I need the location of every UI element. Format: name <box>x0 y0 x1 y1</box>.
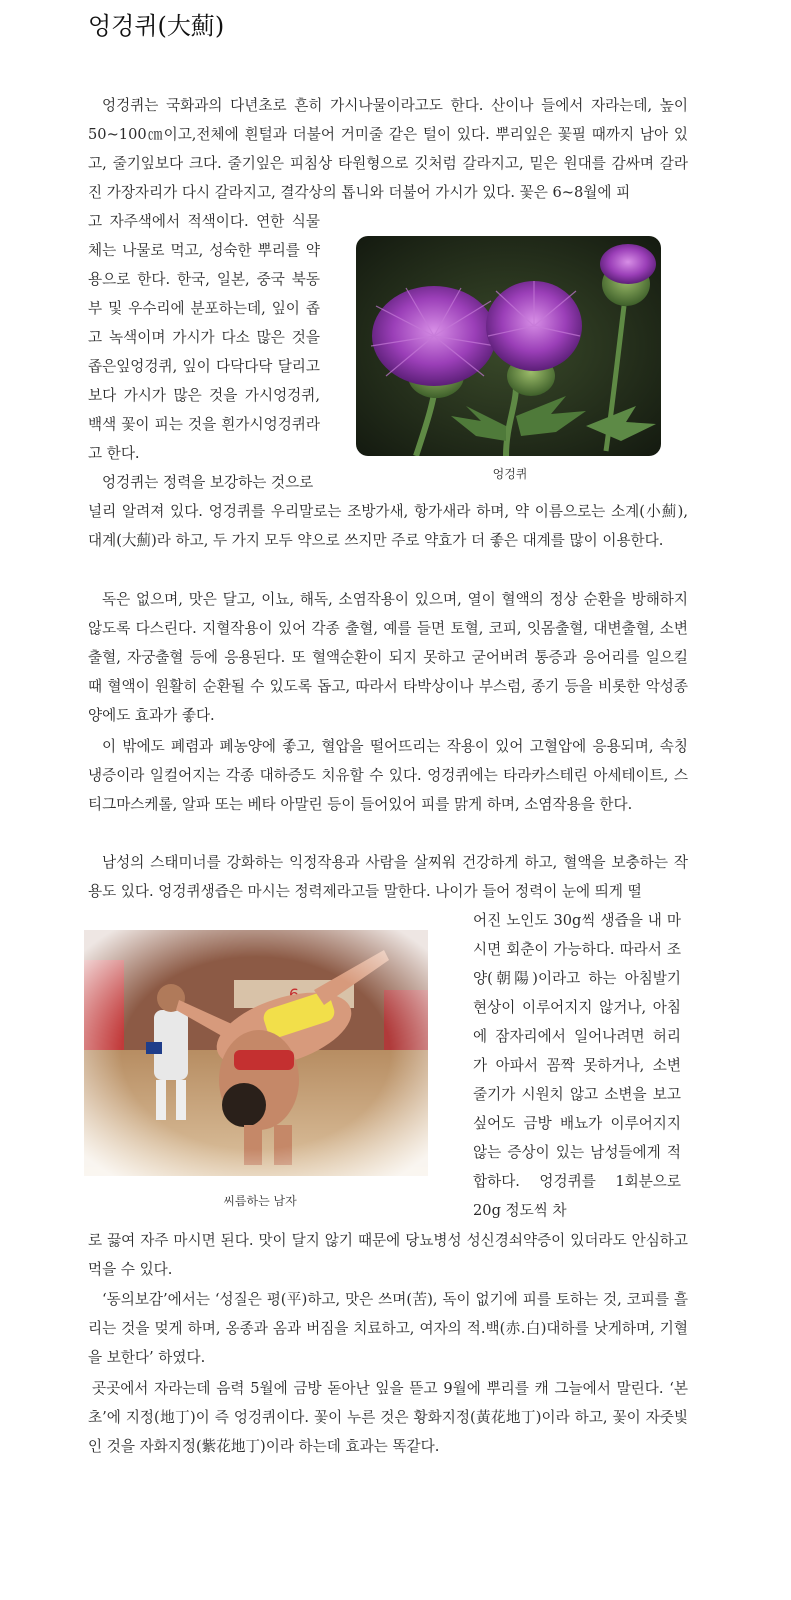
paragraph-intro: 엉겅퀴는 국화과의 다년초로 흔히 가시나물이라고도 한다. 산이나 들에서 자라는데, 높이 50~100㎝이고,전체에 흰털과 더불어 거미줄 같은 털이 있다. 뿌리잎은 꽃필 때까지 남아 있고, 줄기잎보다 크다. 줄기잎은 피침상 타원형으로 깃처럼 갈라지고, 밑은 원대를 감싸며 갈라진 가장자리가 다시 갈라지고, 결각상의 톱니와 더불어 가시가 있다. 꽃은 6~8월에 피 <box>88 97 688 201</box>
paragraph-vitality: 남성의 스태미너를 강화하는 익정작용과 사람을 살찌워 건강하게 하고, 혈액을 보충하는 작용도 있다. 엉겅퀴생즙은 마시는 정력제라고들 말한다. 나이가 들어 정력이 눈에 띄게 떨 <box>88 854 688 900</box>
thistle-photo <box>356 236 661 456</box>
wrestling-caption: 씨름하는 남자 <box>223 1194 297 1208</box>
article-title: 엉겅퀴(大薊) <box>88 12 225 40</box>
paragraph-vitality-column: 어진 노인도 30g씩 생즙을 내 마시면 회춘이 가능하다. 따라서 조양(朝陽)이라고 하는 아침발기 현상이 이루어지지 않거나, 아침에 잠자리에서 일어나려면 허리가 아파서 꼼짝 못하거나, 소변 줄기가 시원치 않고 소변을 보고 싶어도 금방 배뇨가 이루어지지 않는 증상이 있는 남성들에게 적합하다. 엉겅퀴를 1회분으로 20g 정도씩 차 <box>473 912 681 1219</box>
paragraph-vitality-end: 로 끓여 자주 마시면 된다. 맛이 달지 않기 때문에 당뇨병성 성신경쇠약증이 있더라도 안심하고 먹을 수 있다. <box>88 1232 688 1278</box>
paragraph-intro-continued: 고 자주색에서 적색이다. 연한 식물체는 나물로 먹고, 성숙한 뿌리를 약용으로 한다. 한국, 일본, 중국 북동부 및 우수리에 분포하는데, 잎이 좁고 녹색이며 가시가 다소 많은 것을 좁은잎엉겅퀴, 잎이 다닥다닥 달리고 보다 가시가 많은 것을 가시엉겅퀴, 백색 꽃이 피는 것을 흰가시엉겅퀴라고 한다. <box>88 213 320 462</box>
paragraph-stamina-start: 엉겅퀴는 정력을 보강하는 것으로 <box>102 474 314 491</box>
paragraph-harvest: 곳곳에서 자라는데 음력 5월에 금방 돋아난 잎을 뜯고 9월에 뿌리를 캐 그늘에서 말린다. ‘본초’에 지정(地丁)이 즉 엉겅퀴이다. 꽃이 누른 것은 황화지정(黃花地丁)이라 하고, 꽃이 자줏빛인 것을 자화지정(紫花地丁)이라 하는데 효과는 똑같다. <box>88 1380 688 1455</box>
wrestling-photo <box>84 930 428 1176</box>
paragraph-names: 널리 알려져 있다. 엉겅퀴를 우리말로는 조방가새, 항가새라 하며, 약 이름으로는 소계(小薊), 대계(大薊)라 하고, 두 가지 모두 약으로 쓰지만 주로 약효가 더 좋은 대계를 많이 이용한다. <box>88 503 688 549</box>
paragraph-other-uses: 이 밖에도 폐렴과 폐농양에 좋고, 혈압을 떨어뜨리는 작용이 있어 고혈압에 응용되며, 속칭 냉증이라 일컬어지는 각종 대하증도 치유할 수 있다. 엉겅퀴에는 타라카스테린 아세테이트, 스티그마스케롤, 알파 또는 베타 아말린 등이 들어있어 피를 맑게 하며, 소염작용을 한다. <box>88 738 688 813</box>
paragraph-effects: 독은 없으며, 맛은 달고, 이뇨, 해독, 소염작용이 있으며, 열이 혈액의 정상 순환을 방해하지 않도록 다스린다. 지혈작용이 있어 각종 출혈, 예를 들면 토혈, 코피, 잇몸출혈, 대변출혈, 소변출혈, 자궁출혈 등에 응용된다. 또 혈액순환이 되지 못하고 굳어버려 통증과 응어리를 일으킬 때 혈액이 원활히 순환될 수 있도록 돕고, 따라서 타박상이나 부스럼, 종기 등을 비롯한 악성종양에도 효과가 좋다. <box>88 591 688 724</box>
paragraph-donguibogam: ‘동의보감’에서는 ‘성질은 평(平)하고, 맛은 쓰며(苦), 독이 없기에 피를 토하는 것, 코피를 흘리는 것을 멎게 하며, 옹종과 옴과 버짐을 치료하고, 여자의 적.백(赤.白)대하를 낫게하며, 기혈을 보한다’ 하였다. <box>88 1291 688 1366</box>
thistle-caption: 엉겅퀴 <box>492 467 528 481</box>
